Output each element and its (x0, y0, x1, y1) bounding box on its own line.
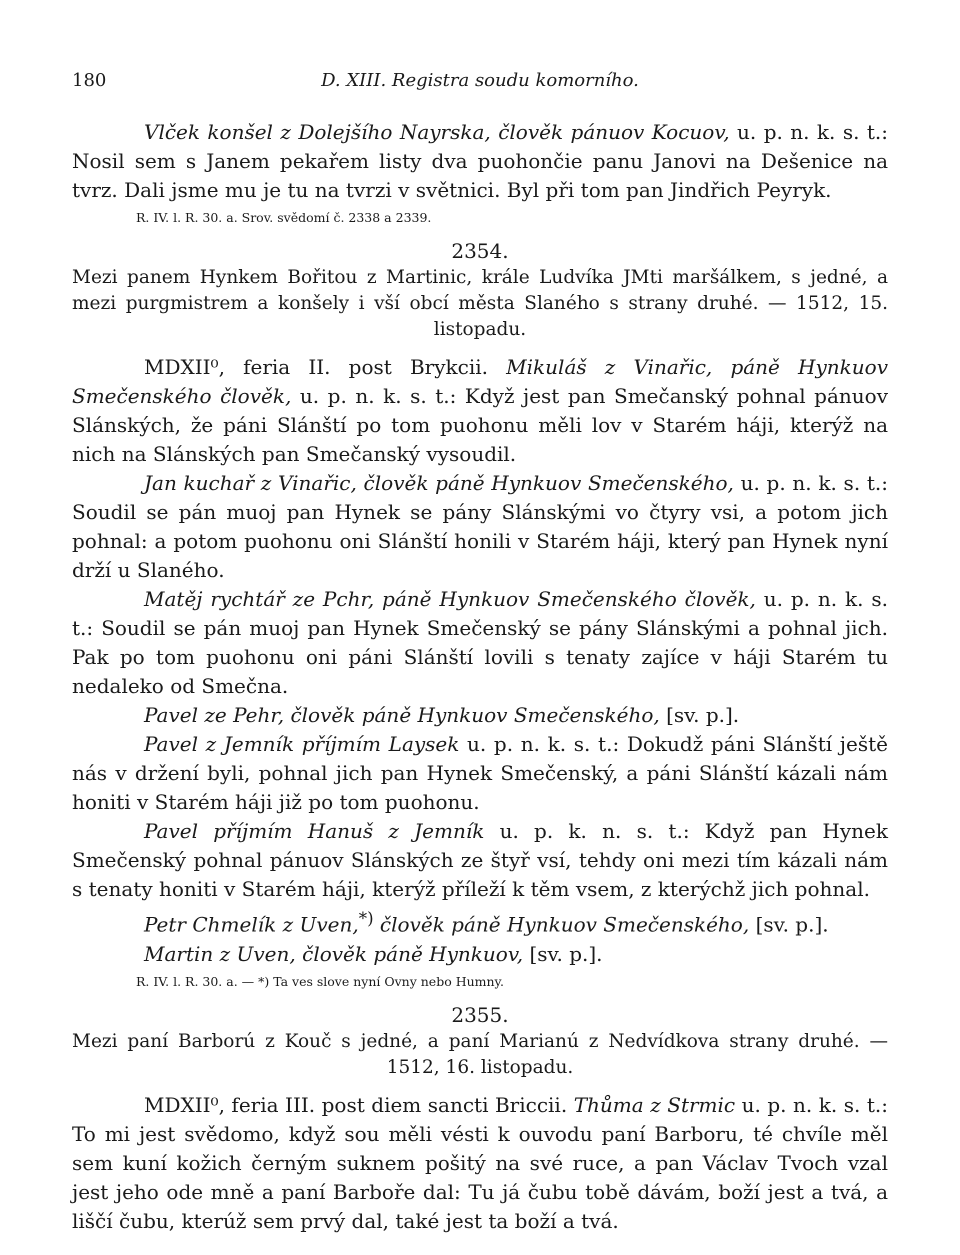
witness-name: Matěj rychtář ze Pchr, páně Hynkuov Smečenského člověk, (144, 587, 756, 611)
witness-name: člověk páně Hynkuov Smečenského, (373, 912, 750, 937)
testimony-paragraph (72, 904, 888, 940)
reference-note: R. IV. l. R. 30. a. — *) Ta ves slove nyní Ovny nebo Humny. (136, 973, 504, 989)
testimony-text: u. p. n. k. s. t.: Soudil se pán muoj pan Hynek Smečenský se pány Slánskými a pohnal jich. Pak po tom puohonu oni páni Slánští lovili s tenaty zajíce v háji Starém tu nedaleko od Smečna. (72, 587, 888, 698)
testimony-text: u. p. n. k. s. t.: Nosil sem s Janem pekařem listy dva puohončie panu Janovi na Dešenice na tvrz. Dali jsme mu je tu na tvrzi v světnici. Byl při tom pan Jindřich Peyryk. (72, 120, 889, 202)
document-number: 2354. (451, 239, 509, 263)
date-opening: MDXII⁰, feria III. post diem sancti Briccii. (144, 1092, 574, 1117)
date-opening: MDXII⁰, feria II. post Brykcii. (144, 355, 507, 379)
witness-name: Pavel příjmím Hanuš z Jemník (144, 819, 485, 843)
testimony-text: u. p. n. k. s. t.: Soudil se pán muoj pan Hynek se pány Slánskými vo čtyry vsi, a potom jich pohnal: a potom puohonu oni Slánští honili v Starém háji, který pan Hynek nyní drží u Slaného. (72, 471, 889, 582)
witness-name: Pavel z Jemník příjmím Laysek (144, 732, 460, 756)
testimony-text: [sv. p.]. (749, 912, 829, 937)
testimony-text: u. p. k. n. s. t.: Když pan Hynek Smečenský pohnal pánuov Slánských ze štyř vsí, tehdy oni mezi tím kázali nám s tenaty honiti v Starém háji, kterýž příleží k těm vsem, z kterýchž jich pohnal. (72, 819, 888, 901)
testimony-paragraph (72, 817, 888, 904)
witness-name: Jan kuchař z Vinařic, člověk páně Hynkuov Smečenského, (144, 471, 734, 495)
page-content (72, 118, 888, 1236)
reference-note: R. IV. l. R. 30. a. Srov. svědomí č. 2338 a 2339. (136, 210, 432, 225)
testimony-paragraph (72, 585, 888, 701)
testimony-text: [sv. p.]. (659, 703, 740, 727)
witness-name: Petr Chmelík z Uven, (144, 912, 359, 937)
testimony-text: [sv. p.]. (523, 941, 603, 966)
testimony-paragraph (72, 1091, 888, 1236)
page-number: 180 (72, 70, 107, 91)
witness-name: Vlček konšel z Dolejšího Nayrska, člověk pánuov Kocuov, (144, 120, 730, 144)
testimony-paragraph (72, 469, 888, 585)
testimony-paragraph (72, 353, 888, 469)
witness-name: Thůma z Strmic (573, 1092, 736, 1117)
testimony-paragraph (72, 730, 888, 817)
witness-name: Pavel ze Pehr, člověk páně Hynkuov Smečenského, (144, 703, 660, 727)
testimony-paragraph (72, 940, 888, 969)
testimony-text: u. p. n. k. s. t.: To mi jest svědomo, když sou měli vésti k ouvodu paní Barboru, té chvíle měl sem kuní kožich černým suknem pošitý na své ruce, a pan Václav Tvoch vzal jest jeho ode mně a paní Barboře dal: Tu já čubu tobě dávám, boží jest a tvá, a liščí čubu, kterúž sem prvý dal, také jest ta boží a tvá. (72, 1092, 889, 1233)
document-summary: Mezi paní Barború z Kouč s jedné, a paní Marianú z Nedvídkova strany druhé. — 1512, 16. listopadu. (72, 1030, 888, 1078)
witness-name: Mikuláš z Vinařic, páně Hynkuov Smečenského člověk, (72, 355, 889, 408)
footnote-mark: *) (358, 909, 374, 928)
testimony-paragraph (72, 118, 888, 205)
testimony-paragraph (72, 701, 888, 730)
testimony-text: u. p. n. k. s. t.: Když jest pan Smečanský pohnal pánuov Slánských, že páni Slánští po tom puohonu měli lov v Starém háji, kterýž na nich na Slánských pan Smečanský vysoudil. (72, 384, 889, 466)
document-summary: Mezi panem Hynkem Bořitou z Martinic, krále Ludvíka JMti maršálkem, s jedné, a mezi purgmistrem a konšely i vší obcí města Slaného s strany druhé. — 1512, 15. listopadu. (72, 267, 888, 340)
running-title: D. XIII. Registra soudu komorního. (321, 70, 639, 91)
testimony-text: u. p. n. k. s. t.: Dokudž páni Slánští ještě nás v držení byli, pohnal jich pan Hynek Smečenský, a páni Slánští kázali nám honiti v Starém háji již po tom puohonu. (72, 732, 888, 814)
witness-name: Martin z Uven, člověk páně Hynkuov, (144, 941, 524, 966)
document-number: 2355. (451, 1002, 509, 1027)
page-header (72, 70, 888, 100)
